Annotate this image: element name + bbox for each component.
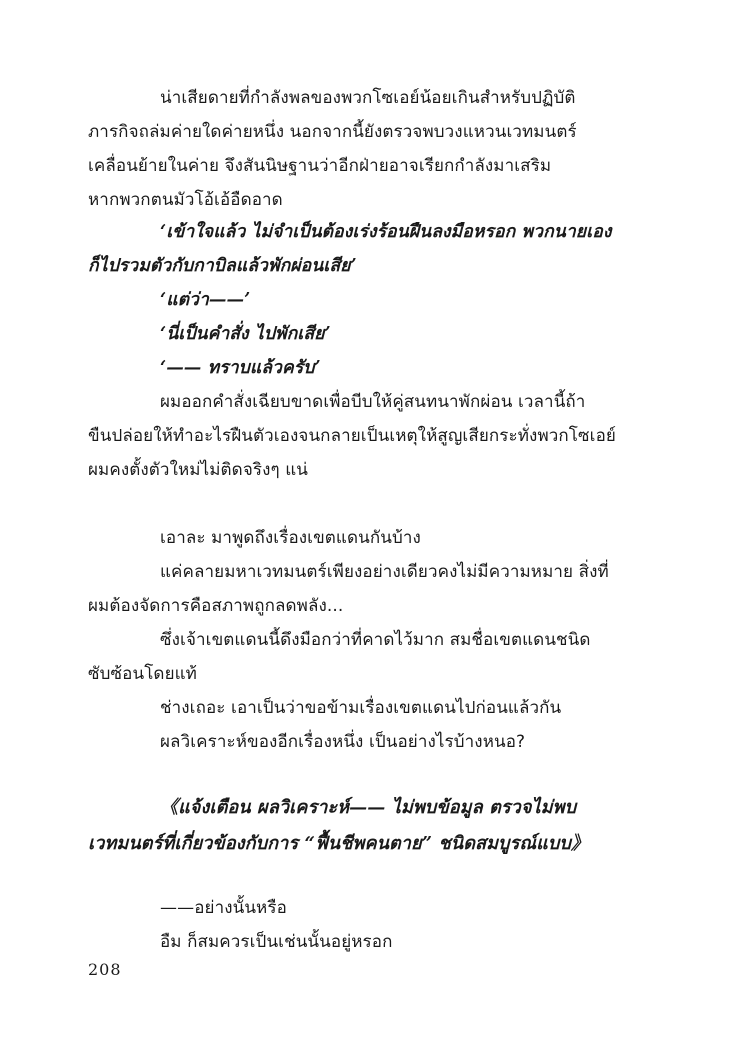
text-line: ซับซ้อนโดยแท้ — [88, 664, 197, 684]
text-line: เอาละ มาพูดถึงเรื่องเขตแดนกันบ้าง — [160, 528, 421, 548]
text-line: ซึ่งเจ้าเขตแดนนี้ดึงมือกว่าที่คาดไว้มาก สมชื่อเขตแดนชนิด — [160, 630, 591, 650]
text-line: ภารกิจถล่มค่ายใดค่ายหนึ่ง นอกจากนี้ยังตรวจพบวงแหวนเวทมนตร์ — [88, 122, 577, 142]
text-line: อืม ก็สมควรเป็นเช่นนั้นอยู่หรอก — [160, 932, 393, 952]
text-line: เคลื่อนย้ายในค่าย จึงสันนิษฐานว่าอีกฝ่ายอาจเรียกกำลังมาเสริม — [88, 156, 552, 176]
system-alert-line: เวทมนตร์ที่เกี่ยวข้องกับการ “ฟื้นชีพคนตาย” ชนิดสมบูรณ์แบบ》 — [88, 833, 589, 854]
dialogue-line: ก็ไปรวมตัวกับกาบิลแล้วพักผ่อนเสีย’ — [88, 256, 357, 276]
text-line: ผมต้องจัดการคือสภาพถูกลดพลัง... — [88, 596, 344, 616]
text-line: ขืนปล่อยให้ทำอะไรฝืนตัวเองจนกลายเป็นเหตุให้สูญเสียกระทั่งพวกโซเอย์ — [88, 426, 616, 446]
text-line: ผมคงตั้งตัวใหม่ไม่ติดจริงๆ แน่ — [88, 460, 309, 480]
dialogue-line: ‘แต่ว่า——’ — [160, 290, 251, 310]
text-line: แค่คลายมหาเวทมนตร์เพียงอย่างเดียวคงไม่มีความหมาย สิ่งที่ — [160, 562, 609, 582]
dialogue-line: ‘เข้าใจแล้ว ไม่จำเป็นต้องเร่งร้อนฝืนลงมือหรอก พวกนายเอง — [160, 222, 612, 242]
system-alert-line: 《แจ้งเตือน ผลวิเคราะห์—— ไม่พบข้อมูล ตรวจไม่พบ — [160, 797, 577, 818]
dialogue-line: ‘นี่เป็นคำสั่ง ไปพักเสีย’ — [160, 324, 331, 344]
text-line: ผมออกคำสั่งเฉียบขาดเพื่อบีบให้คู่สนทนาพักผ่อน เวลานี้ถ้า — [160, 392, 586, 412]
text-line: หากพวกตนมัวโอ้เอ้อืดอาด — [88, 190, 283, 210]
text-line: น่าเสียดายที่กำลังพลของพวกโซเอย์น้อยเกินสำหรับปฏิบัติ — [160, 88, 576, 108]
page-number: 208 — [88, 960, 122, 979]
text-line: ——อย่างนั้นหรือ — [160, 898, 287, 918]
text-line: ช่างเถอะ เอาเป็นว่าขอข้ามเรื่องเขตแดนไปก่อนแล้วกัน — [160, 698, 562, 718]
text-line: ผลวิเคราะห์ของอีกเรื่องหนึ่ง เป็นอย่างไรบ้างหนอ? — [160, 732, 526, 752]
dialogue-line: ‘—— ทราบแล้วครับ’ — [160, 358, 321, 378]
